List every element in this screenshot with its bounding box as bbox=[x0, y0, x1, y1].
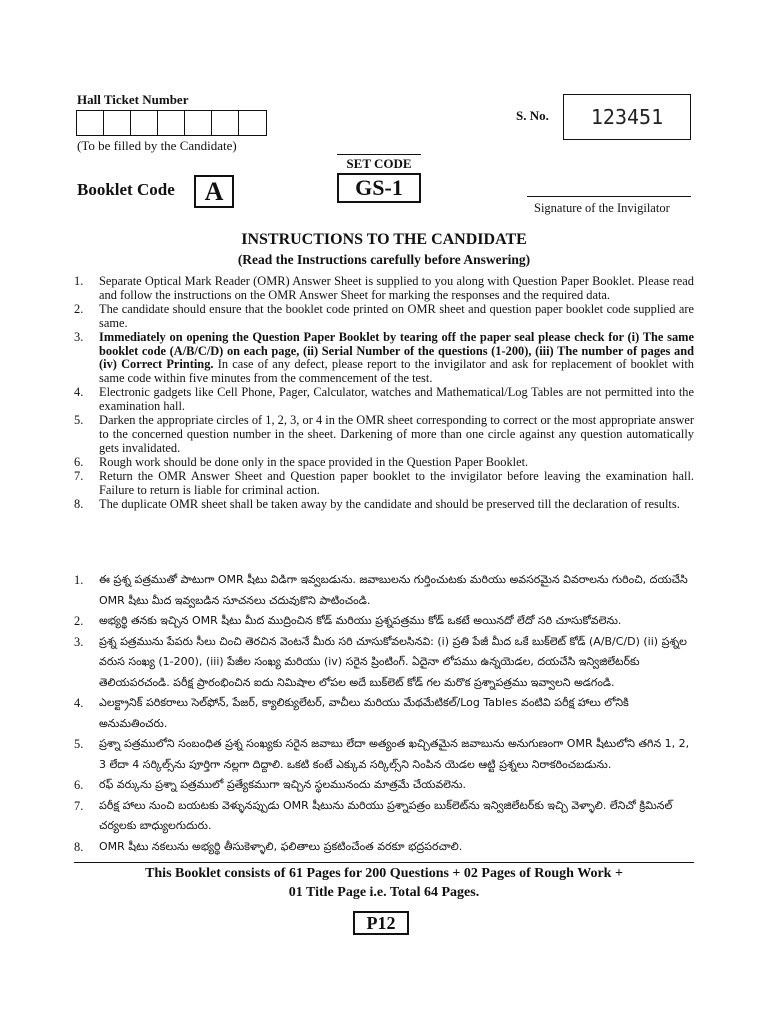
hall-ticket-number-boxes[interactable] bbox=[76, 110, 267, 136]
instruction-text: Electronic gadgets like Cell Phone, Pager, Calculator, watches and Mathematical/Log Tables are not permitted into the examination hall. bbox=[99, 385, 694, 414]
instruction-number: 8. bbox=[74, 839, 84, 854]
instruction-text: Rough work should be done only in the space provided in the Question Paper Booklet. bbox=[99, 454, 529, 469]
set-code-label: SET CODE bbox=[337, 154, 421, 172]
instruction-text: Darken the appropriate circles of 1, 2, 3, or 4 in the OMR sheet corresponding to correct or the most appropriate answer to the concerned question number in the sheet. Darkening of more than one circle against any question automatically gets invalidated. bbox=[99, 413, 694, 455]
instruction-text: Separate Optical Mark Reader (OMR) Answer Sheet is supplied to you along with Question Paper Booklet. Please read and follow the instructions on the OMR Answer Sheet for marking the responses and the required data. bbox=[99, 274, 694, 302]
instruction-item bbox=[74, 456, 694, 470]
instruction-bold-text: Immediately on opening the Question Paper Booklet by tearing off the paper seal please check for (i) The same booklet code (A/B/C/D) on each page, (ii) Serial Number of the questions (1-200), (iii) The number of pages and (iv) Correct Printing. bbox=[99, 329, 694, 372]
instruction-number: 1. bbox=[74, 274, 84, 288]
digit-box[interactable] bbox=[239, 111, 266, 135]
digit-box[interactable] bbox=[131, 111, 158, 135]
instruction-number: 6. bbox=[74, 454, 84, 469]
telugu-instruction-item bbox=[74, 570, 694, 611]
telugu-instruction-text: ప్రశ్న పత్రమును పేపరు సీలు చించి తెరచిన వెంటనే మీరు సరి చూసుకోవలసినవి: (i) ప్రతి పేజీ మీద ఒకే బుక్‌లెట్ కోడ్ (A/B/C/D) (ii) ప్రశ్నల వరుస సంఖ్య (1-200), (iii) పేజీల సంఖ్య మరియు (iv) సరైన ప్రింటింగ్. ఏదైనా లోపము ఉన్నయెడల, దయచేసి ఇన్విజిలేటర్‌కు తెలియపరచండి. పరీక్ష ప్రారంభించిన ఐదు నిమిషాల లోపల అదే బుక్‌లెట్ కోడ్ గల మరొక ప్రశ్నాపత్రము ఇవ్వాలని అడగండి. bbox=[99, 634, 687, 689]
instruction-number: 2. bbox=[74, 614, 84, 628]
instruction-number: 7. bbox=[74, 798, 84, 813]
instruction-number: 8. bbox=[74, 496, 84, 511]
instruction-item bbox=[74, 498, 694, 512]
instruction-number: 6. bbox=[74, 778, 84, 792]
instruction-item bbox=[74, 386, 694, 414]
instruction-item bbox=[74, 303, 694, 331]
instruction-number: 5. bbox=[74, 413, 84, 428]
booklet-summary-line2: 01 Title Page i.e. Total 64 Pages. bbox=[288, 885, 480, 900]
telugu-instruction-item bbox=[74, 734, 694, 775]
digit-box[interactable] bbox=[104, 111, 131, 135]
booklet-summary-line1: This Booklet consists of 61 Pages for 200 Questions + 02 Pages of Rough Work + bbox=[145, 866, 623, 881]
set-code-value: GS-1 bbox=[337, 173, 421, 203]
telugu-instruction-text: OMR షీటు నకలును అభ్యర్థి తీసుకెళ్ళాలి, ఫలితాలు ప్రకటించేంత వరకూ భద్రపరచాలి. bbox=[99, 839, 463, 853]
paper-code: P12 bbox=[353, 911, 409, 935]
page-subtitle: (Read the Instructions carefully before Answering) bbox=[237, 252, 531, 267]
page-title: INSTRUCTIONS TO THE CANDIDATE bbox=[241, 231, 527, 248]
telugu-instruction-text: ప్రశ్నా పత్రములోని సంబంధిత ప్రశ్న సంఖ్యకు సరైన జవాబు లేదా అత్యంత ఖచ్చితమైన జవాబును అనుగుణంగా OMR షీటులోని తగిన 1, 2, 3 లేదా 4 సర్కిల్స్‌ను పూర్తిగా నల్లగా దిద్దాలి. ఒకటి కంటే ఎక్కువ సర్కిల్స్‌ని నింపిన యెడల ఆట్టి ప్రశ్నలు నిరాకరించబడును. bbox=[99, 737, 690, 771]
instruction-number: 4. bbox=[74, 696, 84, 710]
telugu-instruction-item bbox=[74, 796, 694, 837]
instruction-text: The candidate should ensure that the booklet code printed on OMR sheet and question paper booklet code supplied are same. bbox=[99, 301, 694, 330]
telugu-instruction-text: పరీక్ష హాలు నుంచి బయటకు వెళ్ళునప్పుడు OMR షీటును మరియు ప్రశ్నాపత్రం బుక్‌లెట్‌ను ఇన్విజిలేటర్‌కు ఇచ్చి వెళ్ళాలి. లేనిచో క్రిమినల్ చర్యలకు బాధ్యులగుదురు. bbox=[99, 798, 673, 832]
digit-box[interactable] bbox=[158, 111, 185, 135]
telugu-instruction-text: ఎలక్ట్రానిక్ పరికరాలు సెల్‌ఫోన్, పేజర్, క్యాలిక్యులేటర్, వాచీలు మరియు మేథమేటికల్/Log Tables వంటివి పరీక్ష హాలు లోనికి అనుమతించరు. bbox=[99, 696, 629, 730]
instruction-number: 7. bbox=[74, 468, 84, 483]
instruction-item bbox=[74, 414, 694, 456]
telugu-instruction-item bbox=[74, 693, 694, 734]
instruction-number: 2. bbox=[74, 301, 84, 316]
serial-number-label: S. No. bbox=[516, 108, 549, 123]
instruction-item bbox=[74, 470, 694, 498]
serial-number-value: 123451 bbox=[563, 94, 691, 140]
signature-line[interactable] bbox=[527, 196, 691, 197]
instruction-text: Return the OMR Answer Sheet and Question paper booklet to the invigilator before leaving the examination hall. Failure to return is liable for criminal action. bbox=[99, 468, 694, 497]
english-instructions bbox=[74, 275, 694, 511]
telugu-instruction-item bbox=[74, 611, 694, 632]
booklet-code-label: Booklet Code bbox=[77, 180, 175, 199]
instruction-number: 3. bbox=[74, 634, 84, 649]
digit-box[interactable] bbox=[185, 111, 212, 135]
instruction-item bbox=[74, 275, 694, 303]
booklet-code-value: A bbox=[194, 175, 234, 208]
instruction-rest-text: In case of any defect, please report to the invigilator and ask for replacement of booklet with same code within five minutes from the commencement of the test. bbox=[99, 357, 694, 386]
telugu-instructions bbox=[74, 570, 694, 857]
instruction-text: The duplicate OMR sheet shall be taken away by the candidate and should be preserved till the declaration of results. bbox=[99, 496, 680, 511]
digit-box[interactable] bbox=[77, 111, 104, 135]
instruction-number: 3. bbox=[74, 329, 84, 344]
instruction-item bbox=[74, 331, 694, 387]
instruction-number: 1. bbox=[74, 573, 84, 587]
instruction-text bbox=[99, 331, 694, 387]
digit-box[interactable] bbox=[212, 111, 239, 135]
hall-ticket-note: (To be filled by the Candidate) bbox=[77, 138, 237, 153]
signature-label: Signature of the Invigilator bbox=[534, 201, 670, 215]
instruction-number: 4. bbox=[74, 385, 84, 400]
telugu-instruction-item bbox=[74, 837, 694, 858]
telugu-instruction-item bbox=[74, 775, 694, 796]
footer-divider bbox=[74, 862, 694, 863]
telugu-instruction-text: రఫ్ వర్కును ప్రశ్నా పత్రములో ప్రత్యేకముగా ఇచ్చిన స్థలమునందు మాత్రమే చేయవలెను. bbox=[99, 778, 466, 791]
instruction-number: 5. bbox=[74, 737, 84, 751]
telugu-instruction-text: అభ్యర్థి తనకు ఇచ్చిన OMR షీటు మీద ముద్రించిన కోడ్ మరియు ప్రశ్నపత్రము కోడ్ ఒకటే అయినదో లేదో సరి చూసుకోవలెను. bbox=[99, 614, 622, 627]
telugu-instruction-item bbox=[74, 632, 694, 694]
hall-ticket-label: Hall Ticket Number bbox=[77, 92, 189, 107]
telugu-instruction-text: ఈ ప్రశ్న పత్రముతో పాటుగా OMR షీటు విడిగా ఇవ్వబడును. జవాబులను గుర్తించుటకు మరియు అవసరమైన వివరాలను గురించి, దయచేసి OMR షీటు మీద ఇవ్వబడిన సూచనలు చదువుకొని పాటించండి. bbox=[99, 573, 688, 607]
